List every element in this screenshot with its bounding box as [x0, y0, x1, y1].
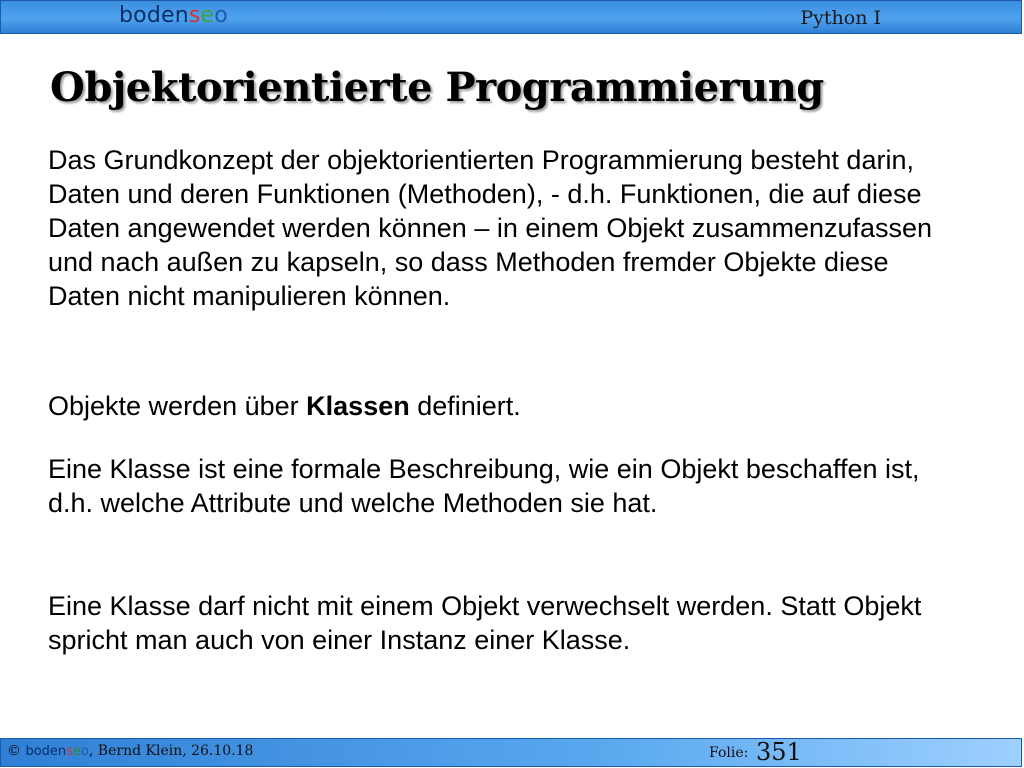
copyright-symbol: © [7, 743, 21, 759]
paragraph-class-vs-object: Eine Klasse darf nicht mit einem Objekt verwechselt werden. Statt Objekt spricht man auch von einer Instanz einer Klasse. [48, 591, 922, 655]
logo-text-e: e [200, 3, 215, 28]
footer-brand [25, 744, 88, 759]
header-bar [0, 0, 1022, 34]
course-title: Python I [800, 7, 881, 29]
logo-text-o: o [214, 3, 228, 28]
footer-brand-boden: boden [25, 744, 67, 759]
slide-title: Objektorientierte Programmierung [50, 64, 824, 111]
paragraph-text: definiert. [409, 391, 521, 421]
paragraph-class-description: Eine Klasse ist eine formale Beschreibung, wie ein Objekt beschaffen ist, d.h. welche Attribute und welche Methoden sie hat. [48, 454, 920, 518]
folie-label: Folie: [709, 745, 749, 761]
paragraph-classes-defined [48, 389, 968, 423]
footer-bar [0, 738, 1022, 767]
logo-text-boden: boden [119, 3, 189, 28]
slide-number: 351 [756, 738, 802, 766]
footer-brand-e: e [72, 744, 81, 759]
bodenseo-logo [119, 3, 228, 29]
footer-author-date: , Bernd Klein, 26.10.18 [88, 743, 254, 759]
paragraph-oop-concept: Das Grundkonzept der objektorientierten Programmierung besteht darin, Daten und deren Funktionen (Methoden), - d.h. Funktionen, die auf diese Daten angewendet werden können – in einem Objekt zusammenzufassen und nach außen zu kapseln, so dass Methoden fremder Objekte diese Daten nicht manipulieren können. [48, 145, 933, 311]
logo-text-s: s [188, 3, 201, 28]
footer-copyright [7, 743, 253, 759]
footer-brand-o: o [80, 744, 89, 759]
paragraph-text: Objekte werden über [48, 391, 307, 421]
footer-brand-s: s [66, 744, 73, 759]
bold-term-klassen: Klassen [306, 391, 410, 421]
